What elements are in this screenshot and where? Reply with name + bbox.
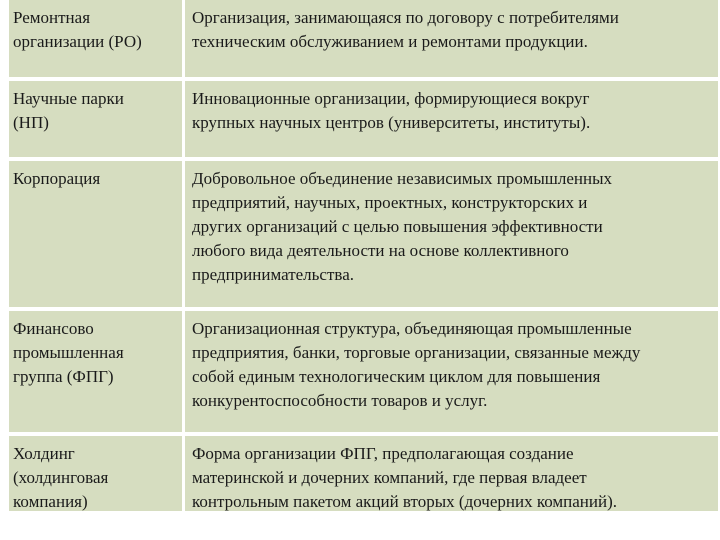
term-cell: Холдинг (холдинговая компания) (9, 436, 182, 511)
definition-cell: Инновационные организации, формирующиеся вокруг крупных научных центров (университеты, институты). (185, 81, 718, 157)
term-cell: Финансово промышленная группа (ФПГ) (9, 311, 182, 432)
definition-cell: Организация, занимающаяся по договору с потребителями техническим обслуживанием и ремонтами продукции. (185, 0, 718, 77)
term-cell: Научные парки (НП) (9, 81, 182, 157)
table-row (5, 161, 718, 307)
definition-cell: Добровольное объединение независимых промышленных предприятий, научных, проектных, конструкторских и других организаций с целью повышения эффективности любого вида деятельности на основе коллективного предпринимательства. (185, 161, 718, 307)
definitions-table (5, 0, 718, 511)
table-row (5, 0, 718, 77)
table-row (5, 311, 718, 432)
term-cell: Ремонтная организации (РО) (9, 0, 182, 77)
table-row (5, 81, 718, 157)
definition-cell: Организационная структура, объединяющая промышленные предприятия, банки, торговые организации, связанные между собой единым технологическим циклом для повышения конкурентоспособности товаров и услуг. (185, 311, 718, 432)
definition-cell: Форма организации ФПГ, предполагающая создание материнской и дочерних компаний, где первая владеет контрольным пакетом акций вторых (дочерних компаний). (185, 436, 718, 511)
table-row (5, 436, 718, 511)
term-cell: Корпорация (9, 161, 182, 307)
